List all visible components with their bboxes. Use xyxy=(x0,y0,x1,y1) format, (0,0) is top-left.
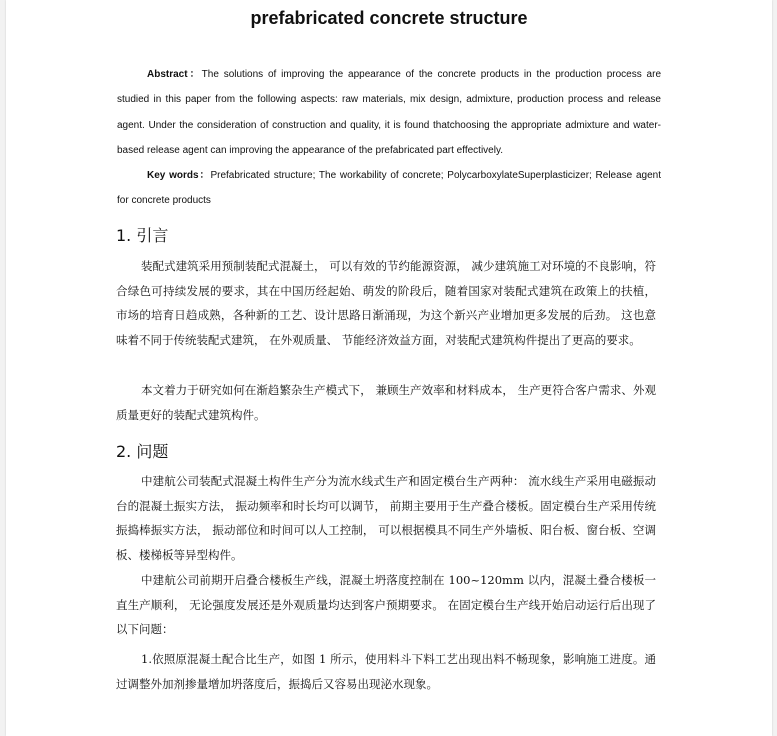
document-page xyxy=(6,0,772,736)
abstract-text: The solutions of improving the appearance of the concrete products in the production process are studied in this paper from the following aspects: raw materials, mix design, admixture, production process and release agent. Under the consideration of construction and quality, it is found thatchoosing the appropriate admixture and water-based release agent can improving the appearance of the prefabricated part effectively. xyxy=(117,69,661,156)
section-heading-introduction: 1. 引言 xyxy=(116,226,169,245)
keywords-text: Prefabricated structure; The workability of concrete; PolycarboxylateSuperplasticizer; Release agent for concrete products xyxy=(117,170,661,207)
paragraph: 中建航公司前期开启叠合楼板生产线，混凝土坍落度控制在 100~120mm 以内，混凝土叠合楼板一直生产顺利， 无论强度发展还是外观质量均达到客户预期要求。 在固定模台生产线开始启动运行后出现了以下问题： xyxy=(116,573,656,637)
abstract xyxy=(117,62,661,163)
paragraph: 装配式建筑采用预制装配式混凝土， 可以有效的节约能源资源， 减少建筑施工对环境的不良影响，符合绿色可持续发展的要求，其在中国历经起始、萌发的阶段后，随着国家对装配式建筑在政策上的扶植，市场的培育日趋成熟，各种新的工艺、设计思路日渐涌现，为这个新兴产业增加更多发展的后劲。 这也意味着不同于传统装配式建筑， 在外观质量、 节能经济效益方面，对装配式建筑构件提出了更高的要求。 xyxy=(116,259,656,348)
abstract-label: Abstract： xyxy=(147,69,202,80)
paragraph: 1.依照原混凝土配合比生产，如图 1 所示，使用料斗下料工艺出现出料不畅现象，影响施工进度。通过调整外加剂掺量增加坍落度后，振捣后又容易出现泌水现象。 xyxy=(116,652,656,691)
paragraph: 中建航公司装配式混凝土构件生产分为流水线式生产和固定模台生产两种： 流水线生产采用电磁振动台的混凝土振实方法， 振动频率和时长均可以调节， 前期主要用于生产叠合楼板。固定模台生产采用传统振捣棒振实方法， 振动部位和时间可以人工控制， 可以根据模具不同生产外墙板、阳台板、窗台板、空调板、楼梯板等异型构件。 xyxy=(116,474,656,563)
paper-title: prefabricated concrete structure xyxy=(250,8,528,28)
keywords-label: Key words： xyxy=(147,170,211,181)
keywords xyxy=(117,163,661,214)
paragraph: 本文着力于研究如何在渐趋繁杂生产模式下， 兼顾生产效率和材料成本， 生产更符合客户需求、外观质量更好的装配式建筑构件。 xyxy=(116,383,656,422)
section-heading-problem: 2. 问题 xyxy=(116,442,169,461)
